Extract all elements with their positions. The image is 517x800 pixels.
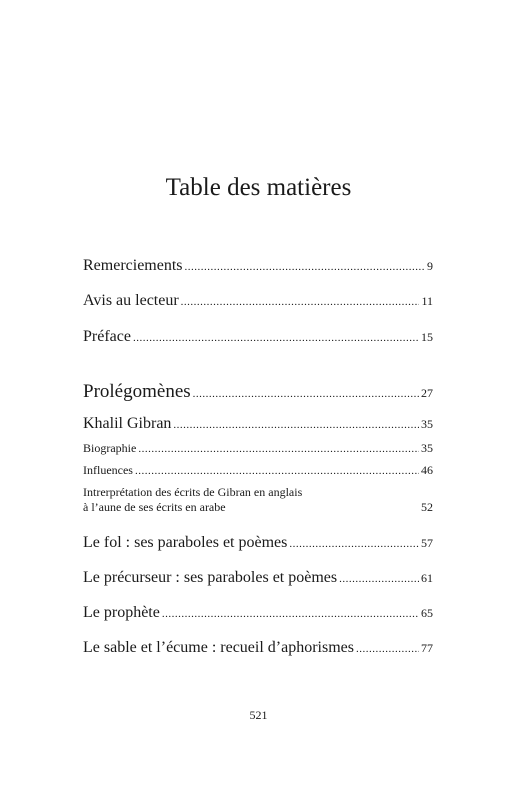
toc-entry-page: 15 (421, 330, 433, 344)
toc-entry-prolegomenes[interactable] (83, 381, 433, 403)
toc-entry-label: Remerciements (83, 257, 183, 274)
dot-leader (181, 296, 420, 308)
toc-entry-page: 11 (421, 294, 433, 308)
toc-entry-khalil-gibran[interactable] (83, 415, 433, 433)
toc-entry-label: Préface (83, 328, 131, 345)
toc-entry-le-prophete[interactable] (83, 604, 433, 622)
toc-entry-page: 35 (421, 441, 433, 455)
toc-entry-influences[interactable] (83, 463, 433, 478)
toc-entry-page: 52 (421, 500, 433, 514)
toc-entry-label: Le sable et l’écume : recueil d’aphorismes (83, 639, 354, 656)
toc-entry-page: 61 (421, 571, 433, 585)
toc-entry-label: Le fol : ses paraboles et poèmes (83, 534, 288, 551)
page-number: 521 (249, 708, 268, 722)
dot-leader (138, 443, 419, 455)
toc-entry-label: Khalil Gibran (83, 415, 172, 432)
toc-entry-label: Le précurseur : ses paraboles et poèmes (83, 569, 338, 586)
toc-entry-avis-au-lecteur[interactable] (83, 292, 433, 310)
toc-entry-page: 77 (421, 641, 433, 655)
dot-leader (339, 573, 419, 585)
dot-leader (135, 465, 419, 477)
toc-entry-label: Biographie (83, 441, 137, 455)
page-title: Table des matières (165, 174, 352, 201)
toc-entry-page: 27 (421, 386, 433, 400)
dot-leader (185, 261, 425, 273)
toc-entry-label-line1: Intrerprétation des écrits de Gibran en anglais (83, 485, 303, 499)
dot-leader (356, 643, 419, 655)
dot-leader (173, 419, 419, 431)
dot-leader (133, 332, 419, 344)
dot-leader (162, 608, 419, 620)
toc-entry-label-line2: à l’aune de ses écrits en arabe (83, 500, 226, 514)
toc-entry-le-sable-et-lecume[interactable] (83, 639, 433, 657)
toc-entry-label: Prolégomènes (83, 381, 191, 402)
toc-entry-label: Influences (83, 463, 133, 477)
toc-entry-le-fol[interactable] (83, 534, 433, 552)
toc-entry-interpretation[interactable] (83, 485, 433, 515)
toc-entry-page: 9 (427, 259, 433, 273)
dot-leader (193, 388, 419, 400)
toc-entry-preface[interactable] (83, 328, 433, 346)
toc-entry-remerciements[interactable] (83, 257, 433, 275)
toc-entry-page: 35 (421, 417, 433, 431)
toc-entry-label: Le prophète (83, 604, 160, 621)
toc-entry-page: 65 (421, 606, 433, 620)
toc-entry-le-precurseur[interactable] (83, 569, 433, 587)
toc-entry-page: 46 (421, 463, 433, 477)
toc-entry-page: 57 (421, 536, 433, 550)
dot-leader (289, 538, 419, 550)
toc-entry-biographie[interactable] (83, 441, 433, 456)
toc-entry-label: Avis au lecteur (83, 292, 179, 309)
